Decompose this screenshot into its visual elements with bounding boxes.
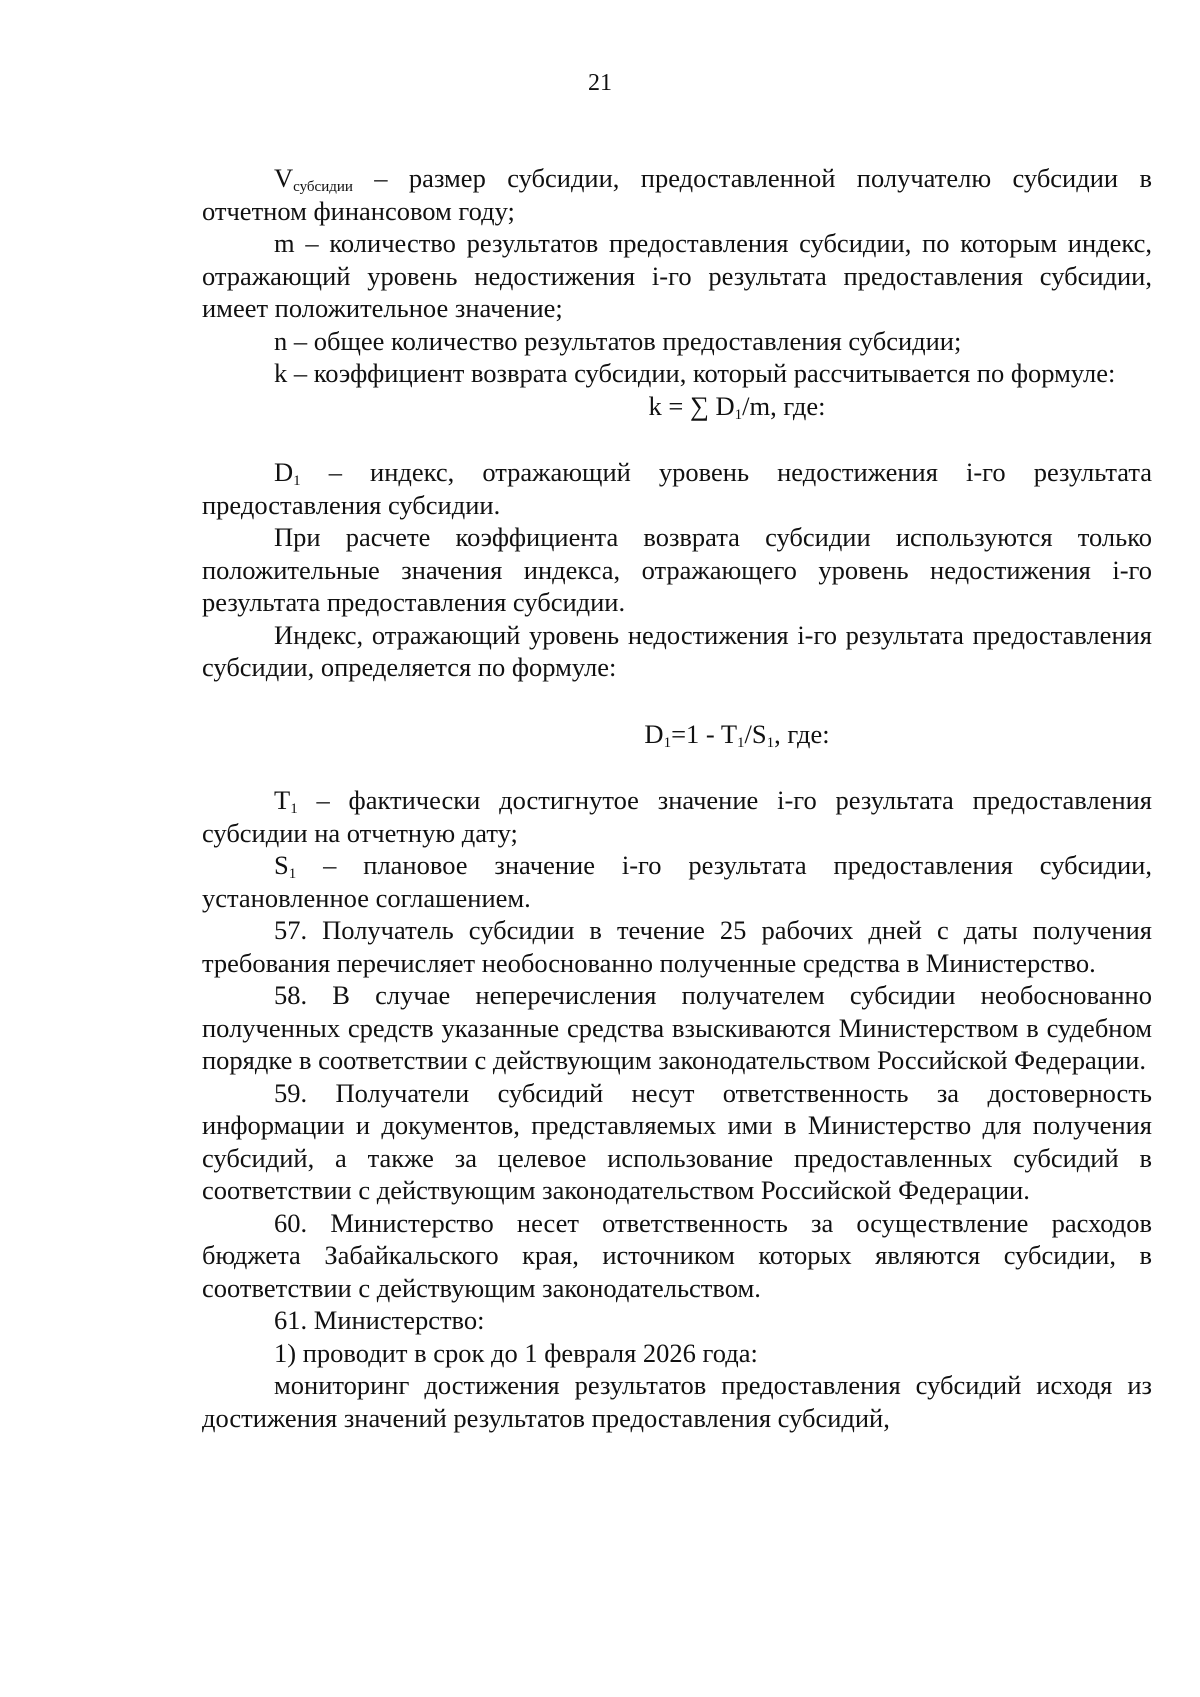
paragraph-58: 58. В случае неперечисления получателем субсидии необоснованно полученных средств указанные средства взыскиваются Министерством в судебном порядке в соответствии с действующим законодательством Российской Федерации. (202, 980, 1152, 1075)
v-subscript: субсидии (293, 179, 353, 195)
paragraph-monitoring: мониторинг достижения результатов предоставления субсидий исходя из достижения значений результатов предоставления субсидий, (202, 1370, 1152, 1433)
definition-n: n – общее количество результатов предоставления субсидии; (274, 325, 962, 356)
paragraph-60: 60. Министерство несет ответственность за осуществление расходов бюджета Забайкальского края, источником которых являются субсидии, в соответствии с действующим законодательством. (202, 1207, 1152, 1303)
definition-s: $S_1$ – плановое значение i-го результата предоставления субсидии, установленное соглашением. (202, 850, 1152, 913)
paragraph-59: 59. Получатели субсидий несут ответственность за достоверность информации и документов, представляемых ими в Министерство для получения субсидий, а также за целевое использование предоставленных субсидий в соответствии с действующим законодательством Российской Федерации. (202, 1077, 1152, 1205)
paragraph-index: Индекс, отражающий уровень недостижения i-го результата предоставления субсидии, определяется по формуле: (202, 619, 1152, 682)
paragraph-positive-values: При расчете коэффициента возврата субсидии используются только положительные значения индекса, отражающего уровень недостижения i-го результата предоставления субсидии. (202, 522, 1152, 617)
formula-d: $D_1=1 - T_1/S_1$, где: (644, 718, 830, 751)
page-number: 21 (588, 70, 612, 96)
paragraph-61: 61. Министерство: (274, 1305, 485, 1335)
paragraph-57: 57. Получатель субсидии в течение 25 рабочих дней с даты получения требования перечисляет необоснованно полученные средства в Министерство. (202, 915, 1152, 978)
definition-d: $D_1$ – индекс, отражающий уровень недостижения i-го результата предоставления субсидии. (202, 457, 1152, 520)
formula-k: k = ∑ $D_1/m$, где: (648, 390, 826, 423)
definition-m: m – количество результатов предоставления субсидии, по которым индекс, отражающий уровень недостижения i-го результата предоставления субсидии, имеет положительное значение; (202, 228, 1152, 323)
definition-t: $T_1$ – фактически достигнутое значение i-го результата предоставления субсидии на отчетную дату; (202, 785, 1152, 848)
definition-k: k – коэффициент возврата субсидии, который рассчитывается по формуле: (274, 358, 1116, 388)
paragraph-61-item-1: 1) проводит в срок до 1 февраля 2026 года: (274, 1337, 758, 1368)
document-body (202, 162, 1152, 1434)
definition-v: $V_{субсидии}$ – размер субсидии, предоставленной получателю субсидии в отчетном финансовом году; (202, 163, 1152, 226)
definition-v-text: – размер субсидии, предоставленной получателю субсидии в отчетном финансовом году; (202, 163, 1152, 226)
